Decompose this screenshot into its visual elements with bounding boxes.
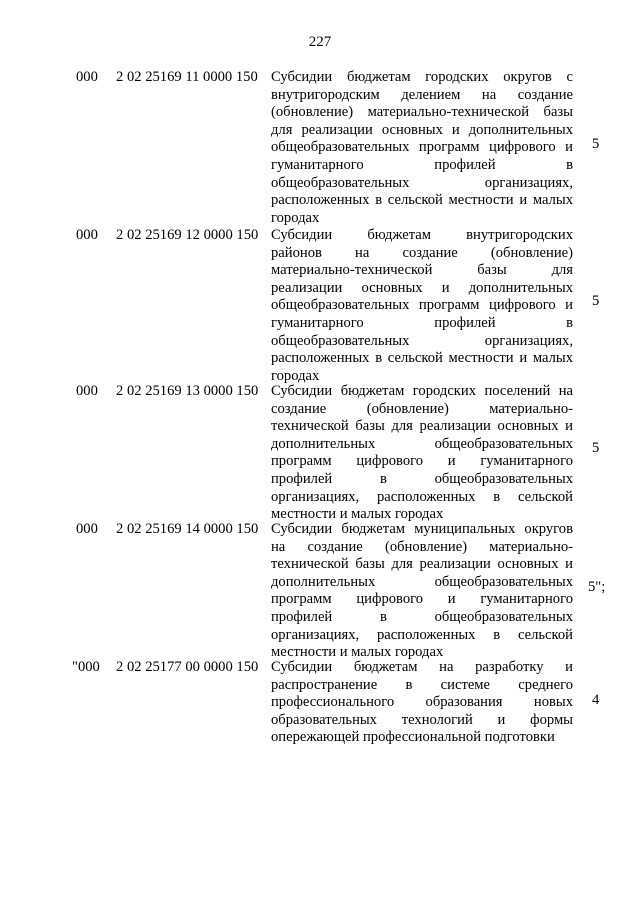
description-line: Субсидии бюджетам внутригородских bbox=[271, 227, 573, 243]
description-line: материально-технической базы для bbox=[271, 262, 573, 279]
description-line: программ цифрового и гуманитарного bbox=[271, 591, 573, 608]
description-line: общеобразовательных программ цифрового и bbox=[271, 139, 573, 156]
description-line: распространение в системе среднего bbox=[271, 676, 573, 693]
admin-code: "000 bbox=[72, 659, 100, 675]
income-description bbox=[271, 383, 573, 524]
description-line: профессионального образования новых bbox=[271, 694, 573, 711]
description-line: программ цифрового и гуманитарного bbox=[271, 453, 573, 470]
description-line: (обновление) материально-технической базы bbox=[271, 104, 573, 121]
budget-classification-code: 2 02 25177 00 0000 150 bbox=[116, 659, 259, 675]
description-line: создание (обновление) материально- bbox=[271, 400, 573, 417]
description-line: гуманитарного профилей в bbox=[271, 314, 573, 331]
description-line: дополнительных общеобразовательных bbox=[271, 435, 573, 452]
description-line: на создание (обновление) материально- bbox=[271, 538, 573, 555]
description-line: Субсидии бюджетам городских поселений на bbox=[271, 383, 573, 399]
description-line: Субсидии бюджетам на разработку и bbox=[271, 659, 573, 675]
income-description bbox=[271, 659, 573, 747]
description-line: городах bbox=[271, 209, 320, 226]
description-line: общеобразовательных организациях, bbox=[271, 332, 573, 349]
amount-value: 5 bbox=[592, 440, 600, 456]
budget-classification-code: 2 02 25169 11 0000 150 bbox=[116, 69, 258, 85]
budget-classification-code: 2 02 25169 14 0000 150 bbox=[116, 521, 259, 537]
description-line: расположенных в сельской местности и малых bbox=[271, 350, 573, 367]
description-line: реализации основных и дополнительных bbox=[271, 279, 573, 296]
budget-classification-code: 2 02 25169 12 0000 150 bbox=[116, 227, 259, 243]
description-line: организациях, расположенных в сельской bbox=[271, 488, 573, 505]
description-line: организациях, расположенных в сельской bbox=[271, 626, 573, 643]
admin-code: 000 bbox=[76, 69, 98, 85]
description-line: гуманитарного профилей в bbox=[271, 156, 573, 173]
page-number: 227 bbox=[308, 34, 332, 50]
description-line: местности и малых городах bbox=[271, 506, 444, 523]
admin-code: 000 bbox=[76, 383, 98, 399]
admin-code: 000 bbox=[76, 521, 98, 537]
description-line: расположенных в сельской местности и малых bbox=[271, 192, 573, 209]
description-line: образовательных технологий и формы bbox=[271, 711, 573, 728]
income-description bbox=[271, 521, 573, 662]
budget-classification-code: 2 02 25169 13 0000 150 bbox=[116, 383, 259, 399]
description-line: для реализации основных и дополнительных bbox=[271, 121, 573, 138]
description-line: Субсидии бюджетам городских округов с bbox=[271, 69, 573, 85]
description-line: опережающей профессиональной подготовки bbox=[271, 729, 555, 746]
description-line: общеобразовательных организациях, bbox=[271, 174, 573, 191]
description-line: внутригородским делением на создание bbox=[271, 86, 573, 103]
description-line: технической базы для реализации основных и bbox=[271, 418, 573, 435]
description-line: технической базы для реализации основных и bbox=[271, 556, 573, 573]
amount-value: 5 bbox=[592, 136, 600, 152]
description-line: профилей в общеобразовательных bbox=[271, 608, 573, 625]
income-description bbox=[271, 69, 573, 227]
description-line: Субсидии бюджетам муниципальных округов bbox=[271, 521, 573, 537]
description-line: местности и малых городах bbox=[271, 644, 444, 661]
amount-value: 5"; bbox=[588, 579, 606, 595]
description-line: дополнительных общеобразовательных bbox=[271, 573, 573, 590]
amount-value: 4 bbox=[592, 692, 600, 708]
income-description bbox=[271, 227, 573, 385]
description-line: профилей в общеобразовательных bbox=[271, 470, 573, 487]
description-line: городах bbox=[271, 367, 320, 384]
amount-value: 5 bbox=[592, 293, 600, 309]
description-line: районов на создание (обновление) bbox=[271, 244, 573, 261]
description-line: общеобразовательных программ цифрового и bbox=[271, 297, 573, 314]
admin-code: 000 bbox=[76, 227, 98, 243]
